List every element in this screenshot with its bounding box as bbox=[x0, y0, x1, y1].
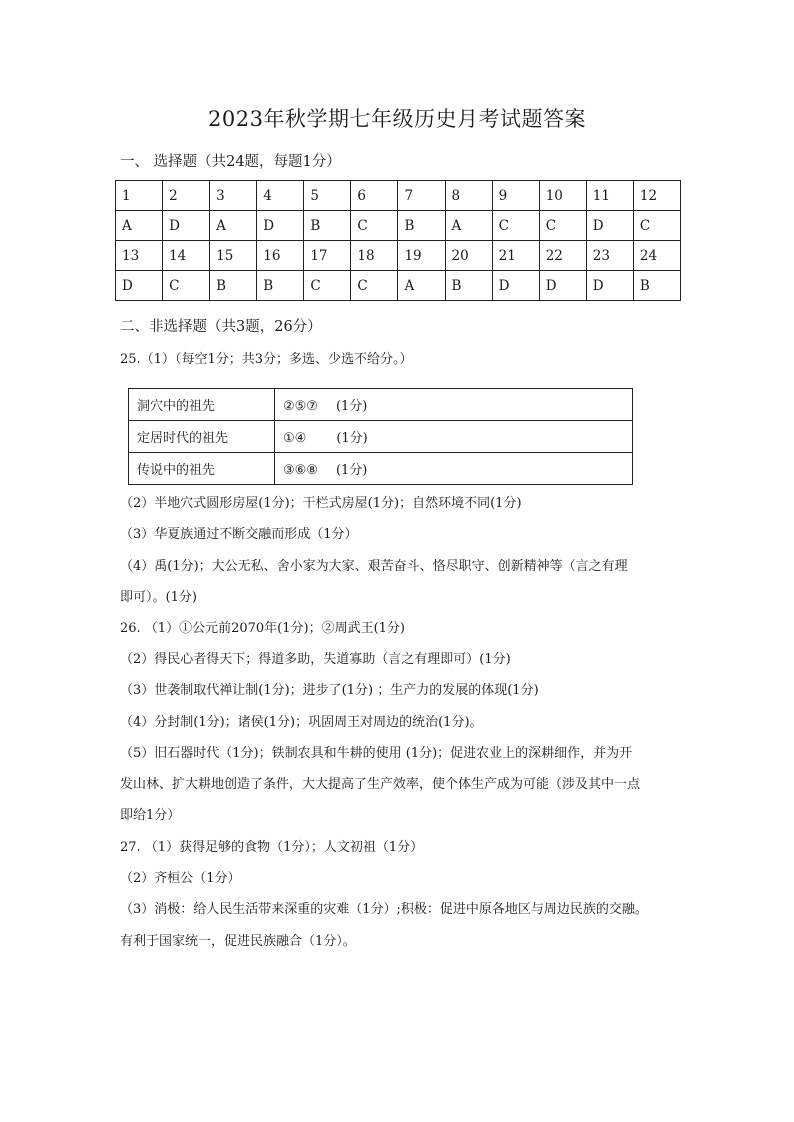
section-1-heading: 一、 选择题（共24题，每题1分） bbox=[120, 154, 341, 170]
table-cell: 17 bbox=[304, 241, 351, 271]
table-cell: 8 bbox=[445, 181, 492, 211]
table-cell: C bbox=[633, 211, 680, 241]
table-cell: 5 bbox=[304, 181, 351, 211]
table-cell: D bbox=[492, 271, 539, 301]
table-cell: D bbox=[586, 211, 633, 241]
ancestor-answer: ②⑤⑦ (1分) bbox=[275, 389, 633, 421]
table-cell: C bbox=[539, 211, 586, 241]
table-cell: B bbox=[304, 211, 351, 241]
table-row bbox=[116, 181, 681, 211]
table-cell: 13 bbox=[116, 241, 163, 271]
table-cell: B bbox=[633, 271, 680, 301]
table-row bbox=[116, 211, 681, 241]
ancestor-answer: ①④ (1分) bbox=[275, 421, 633, 453]
answer-line: （4）禹(1分)；大公无私、舍小家为大家、艰苦奋斗、恪尽职守、创新精神等（言之有理 bbox=[120, 559, 628, 574]
answer-line: （3）华夏族通过不断交融而形成（1分） bbox=[120, 527, 358, 542]
table-cell: 7 bbox=[398, 181, 445, 211]
table-cell: 16 bbox=[257, 241, 304, 271]
answer-line: （3）世袭制取代禅让制(1分)；进步了(1分) ；生产力的发展的体现(1分) bbox=[120, 683, 539, 698]
answer-line: （2）得民心者得天下；得道多助，失道寡助（言之有理即可）(1分) bbox=[120, 652, 511, 667]
table-cell: D bbox=[586, 271, 633, 301]
table-cell: 18 bbox=[351, 241, 398, 271]
answer-line: （3）消极：给人民生活带来深重的灾难（1分）;积极：促进中原各地区与周边民族的交融。 bbox=[120, 902, 648, 917]
table-cell: 11 bbox=[586, 181, 633, 211]
ancestor-label: 洞穴中的祖先 bbox=[129, 389, 275, 421]
table-cell: A bbox=[445, 211, 492, 241]
table-cell: A bbox=[398, 271, 445, 301]
answer-line: 即给1分） bbox=[120, 808, 181, 823]
table-cell: 4 bbox=[257, 181, 304, 211]
table-cell: B bbox=[398, 211, 445, 241]
answer-line: 27. （1）获得足够的食物（1分）；人文初祖（1分） bbox=[120, 840, 424, 855]
answer-line: 26. （1）①公元前2070年(1分)；②周武王(1分) bbox=[120, 621, 405, 636]
table-cell: 3 bbox=[210, 181, 257, 211]
answer-line: （4）分封制(1分)；诸侯(1分)；巩固周王对周边的统治(1分)。 bbox=[120, 715, 483, 730]
answer-line: 发山林、扩大耕地创造了条件，大大提高了生产效率，使个体生产成为可能（涉及其中一点 bbox=[120, 777, 641, 792]
ancestors-table bbox=[128, 388, 633, 485]
table-cell: B bbox=[210, 271, 257, 301]
table-cell: C bbox=[351, 211, 398, 241]
table-row bbox=[129, 421, 633, 453]
table-row bbox=[129, 453, 633, 485]
answer-line: 即可）。(1分) bbox=[120, 590, 197, 605]
multiple-choice-answer-table bbox=[115, 180, 681, 301]
table-cell: C bbox=[492, 211, 539, 241]
table-cell: 20 bbox=[445, 241, 492, 271]
table-cell: C bbox=[163, 271, 210, 301]
answer-line: 有利于国家统一，促进民族融合（1分）。 bbox=[120, 934, 356, 949]
table-cell: 24 bbox=[633, 241, 680, 271]
answer-line: （2）齐桓公（1分） bbox=[120, 871, 241, 886]
table-cell: A bbox=[210, 211, 257, 241]
ancestor-label: 传说中的祖先 bbox=[129, 453, 275, 485]
table-cell: 21 bbox=[492, 241, 539, 271]
table-cell: 9 bbox=[492, 181, 539, 211]
table-cell: B bbox=[445, 271, 492, 301]
table-cell: D bbox=[116, 271, 163, 301]
table-cell: 10 bbox=[539, 181, 586, 211]
table-cell: D bbox=[539, 271, 586, 301]
table-cell: 14 bbox=[163, 241, 210, 271]
answer-line: （5）旧石器时代（1分)；铁制农具和牛耕的使用 (1分)；促进农业上的深耕细作，并为开 bbox=[120, 746, 633, 761]
table-row bbox=[116, 271, 681, 301]
table-cell: D bbox=[163, 211, 210, 241]
table-row bbox=[116, 241, 681, 271]
table-cell: 15 bbox=[210, 241, 257, 271]
table-cell: 1 bbox=[116, 181, 163, 211]
table-cell: A bbox=[116, 211, 163, 241]
table-cell: 23 bbox=[586, 241, 633, 271]
table-row bbox=[129, 389, 633, 421]
answer-line: （2）半地穴式圆形房屋(1分)；干栏式房屋(1分)；自然环境不同(1分) bbox=[120, 496, 522, 511]
table-cell: C bbox=[304, 271, 351, 301]
table-cell: B bbox=[257, 271, 304, 301]
table-cell: 6 bbox=[351, 181, 398, 211]
table-cell: 19 bbox=[398, 241, 445, 271]
ancestor-answer: ③⑥⑧ (1分) bbox=[275, 453, 633, 485]
page-title: 2023年秋学期七年级历史月考试题答案 bbox=[208, 107, 586, 131]
table-cell: 22 bbox=[539, 241, 586, 271]
table-cell: 12 bbox=[633, 181, 680, 211]
ancestor-label: 定居时代的祖先 bbox=[129, 421, 275, 453]
q25-intro: 25.（1）（每空1分；共3分；多选、少选不给分。） bbox=[120, 352, 413, 367]
section-2-heading: 二、非选择题（共3题，26分） bbox=[120, 319, 322, 335]
table-cell: D bbox=[257, 211, 304, 241]
table-cell: C bbox=[351, 271, 398, 301]
table-cell: 2 bbox=[163, 181, 210, 211]
